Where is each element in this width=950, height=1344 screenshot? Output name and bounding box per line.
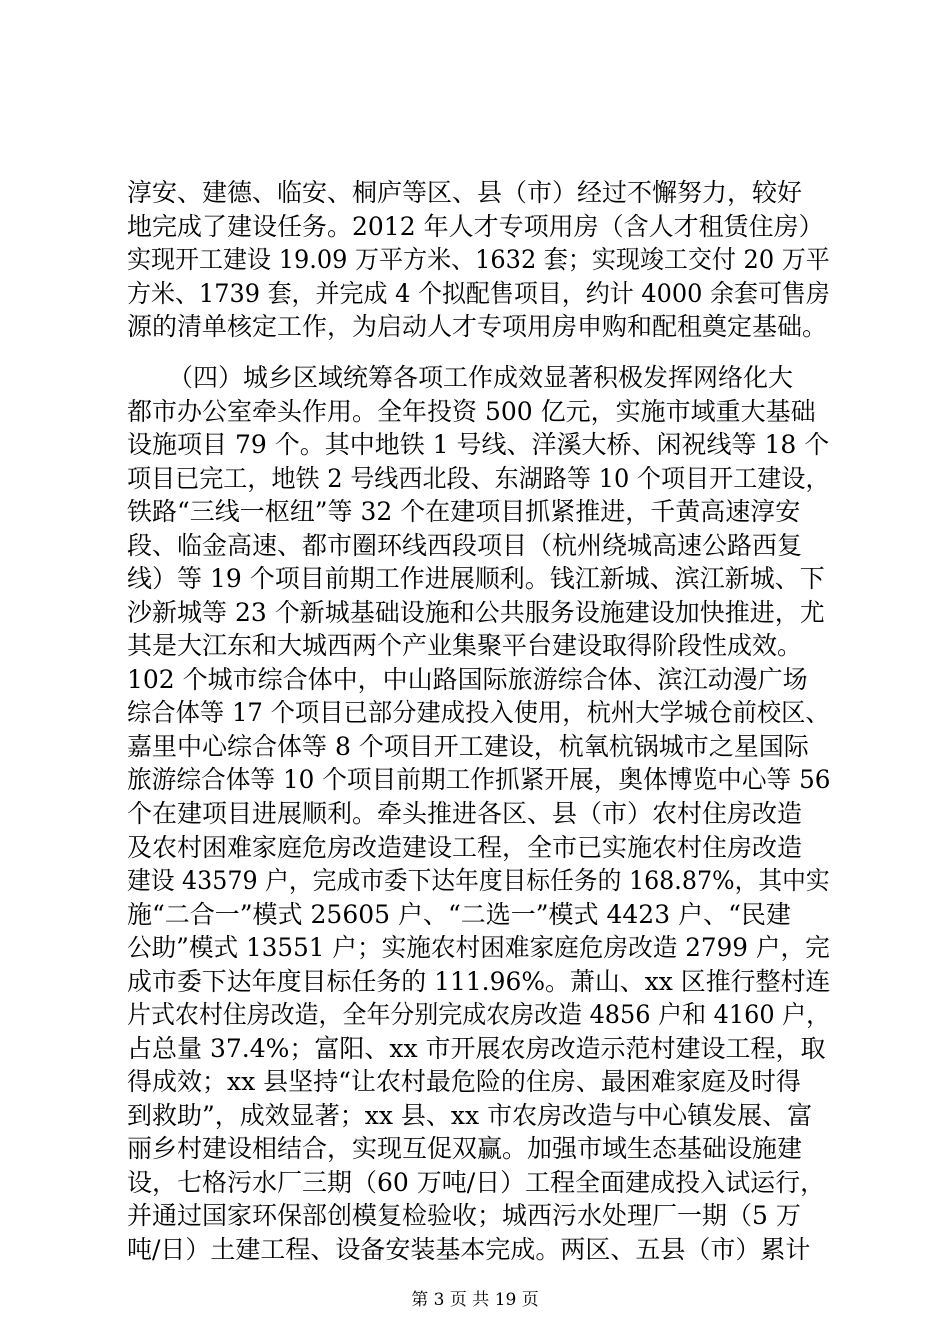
text-line: 旅游综合体等 10 个项目前期工作抓紧开展，奥体博览中心等 56 [127, 765, 831, 795]
text-line: 项目已完工，地铁 2 号线西北段、东湖路等 10 个项目开工建设， [127, 463, 830, 493]
text-line: 都市办公室牵头作用。全年投资 500 亿元，实施市域重大基础 [127, 396, 816, 426]
text-line: 公助”模式 13551 户；实施农村困难家庭危房改造 2799 户，完 [127, 933, 830, 963]
text-line: 施“二合一”模式 25605 户、“二选一”模式 4423 户、“民建 [127, 899, 791, 929]
page-footer: 第 3 页 共 19 页 [411, 1290, 539, 1310]
text-line: 嘉里中心综合体等 8 个项目开工建设，杭氧杭锅城市之星国际 [127, 731, 809, 761]
text-line: 吨/日）土建工程、设备安装基本完成。两区、五县（市）累计 [127, 1235, 811, 1264]
text-line: 源的清单核定工作，为启动人才专项用房申购和配租奠定基础。 [127, 312, 828, 342]
text-line: 铁路“三线一枢纽”等 32 个在建项目抓紧推进，千黄高速淳安 [127, 497, 801, 527]
text-line: 102 个城市综合体中，中山路国际旅游综合体、滨江动漫广场 [127, 664, 808, 694]
text-line: 其是大江东和大城西两个产业集聚平台建设取得阶段性成效。 [127, 631, 803, 661]
text-line: 及农村困难家庭危房改造建设工程，全市已实施农村住房改造 [127, 832, 803, 862]
text-line: 并通过国家环保部创模复检验收；城西污水处理厂一期（5 万 [127, 1201, 801, 1231]
text-line: 丽乡村建设相结合，实现互促双赢。加强市域生态基础设施建 [127, 1134, 803, 1164]
text-line: 线）等 19 个项目前期工作进展顺利。钱江新城、滨江新城、下 [127, 564, 825, 594]
text-line: 设施项目 79 个。其中地铁 1 号线、洋溪大桥、闲祝线等 18 个 [127, 430, 830, 460]
text-line: 方米、1739 套，并完成 4 个拟配售项目，约计 4000 余套可售房 [127, 278, 830, 308]
text-line: 到救助”，成效显著；xx 县、xx 市农房改造与中心镇发展、富 [127, 1100, 813, 1130]
text-line: 片式农村住房改造，全年分别完成农房改造 4856 户和 4160 户， [127, 1000, 831, 1030]
text-line: 淳安、建德、临安、桐庐等区、县（市）经过不懈努力，较好 [127, 178, 803, 207]
text-line: 成市委下达年度目标任务的 111.96%。萧山、xx 区推行整村连 [127, 966, 831, 996]
text-line: 综合体等 17 个项目已部分建成投入使用，杭州大学城仓前校区、 [127, 698, 830, 728]
text-line: 得成效；xx 县坚持“让农村最危险的住房、最困难家庭及时得 [127, 1067, 801, 1097]
text-line: 实现开工建设 19.09 万平方米、1632 套；实现竣工交付 20 万平 [127, 245, 830, 275]
text-line: 个在建项目进展顺利。牵头推进各区、县（市）农村住房改造 [127, 799, 803, 828]
text-line: 段、临金高速、都市圈环线西段项目（杭州绕城高速公路西复 [127, 530, 803, 560]
text-line: 沙新城等 23 个新城基础设施和公共服务设施建设加快推进，尤 [127, 597, 825, 627]
text-line: 地完成了建设任务。2012 年人才专项用房（含人才租赁住房） [127, 211, 824, 241]
text-line: 占总量 37.4%；富阳、xx 市开展农房改造示范村建设工程，取 [127, 1033, 826, 1063]
text-line: 建设 43579 户，完成市委下达年度目标任务的 168.87%，其中实 [127, 866, 830, 896]
text-line: （四）城乡区域统筹各项工作成效显著积极发挥网络化大 [168, 363, 794, 392]
text-line: 设，七格污水厂三期（60 万吨/日）工程全面建成投入试运行， [127, 1167, 826, 1197]
